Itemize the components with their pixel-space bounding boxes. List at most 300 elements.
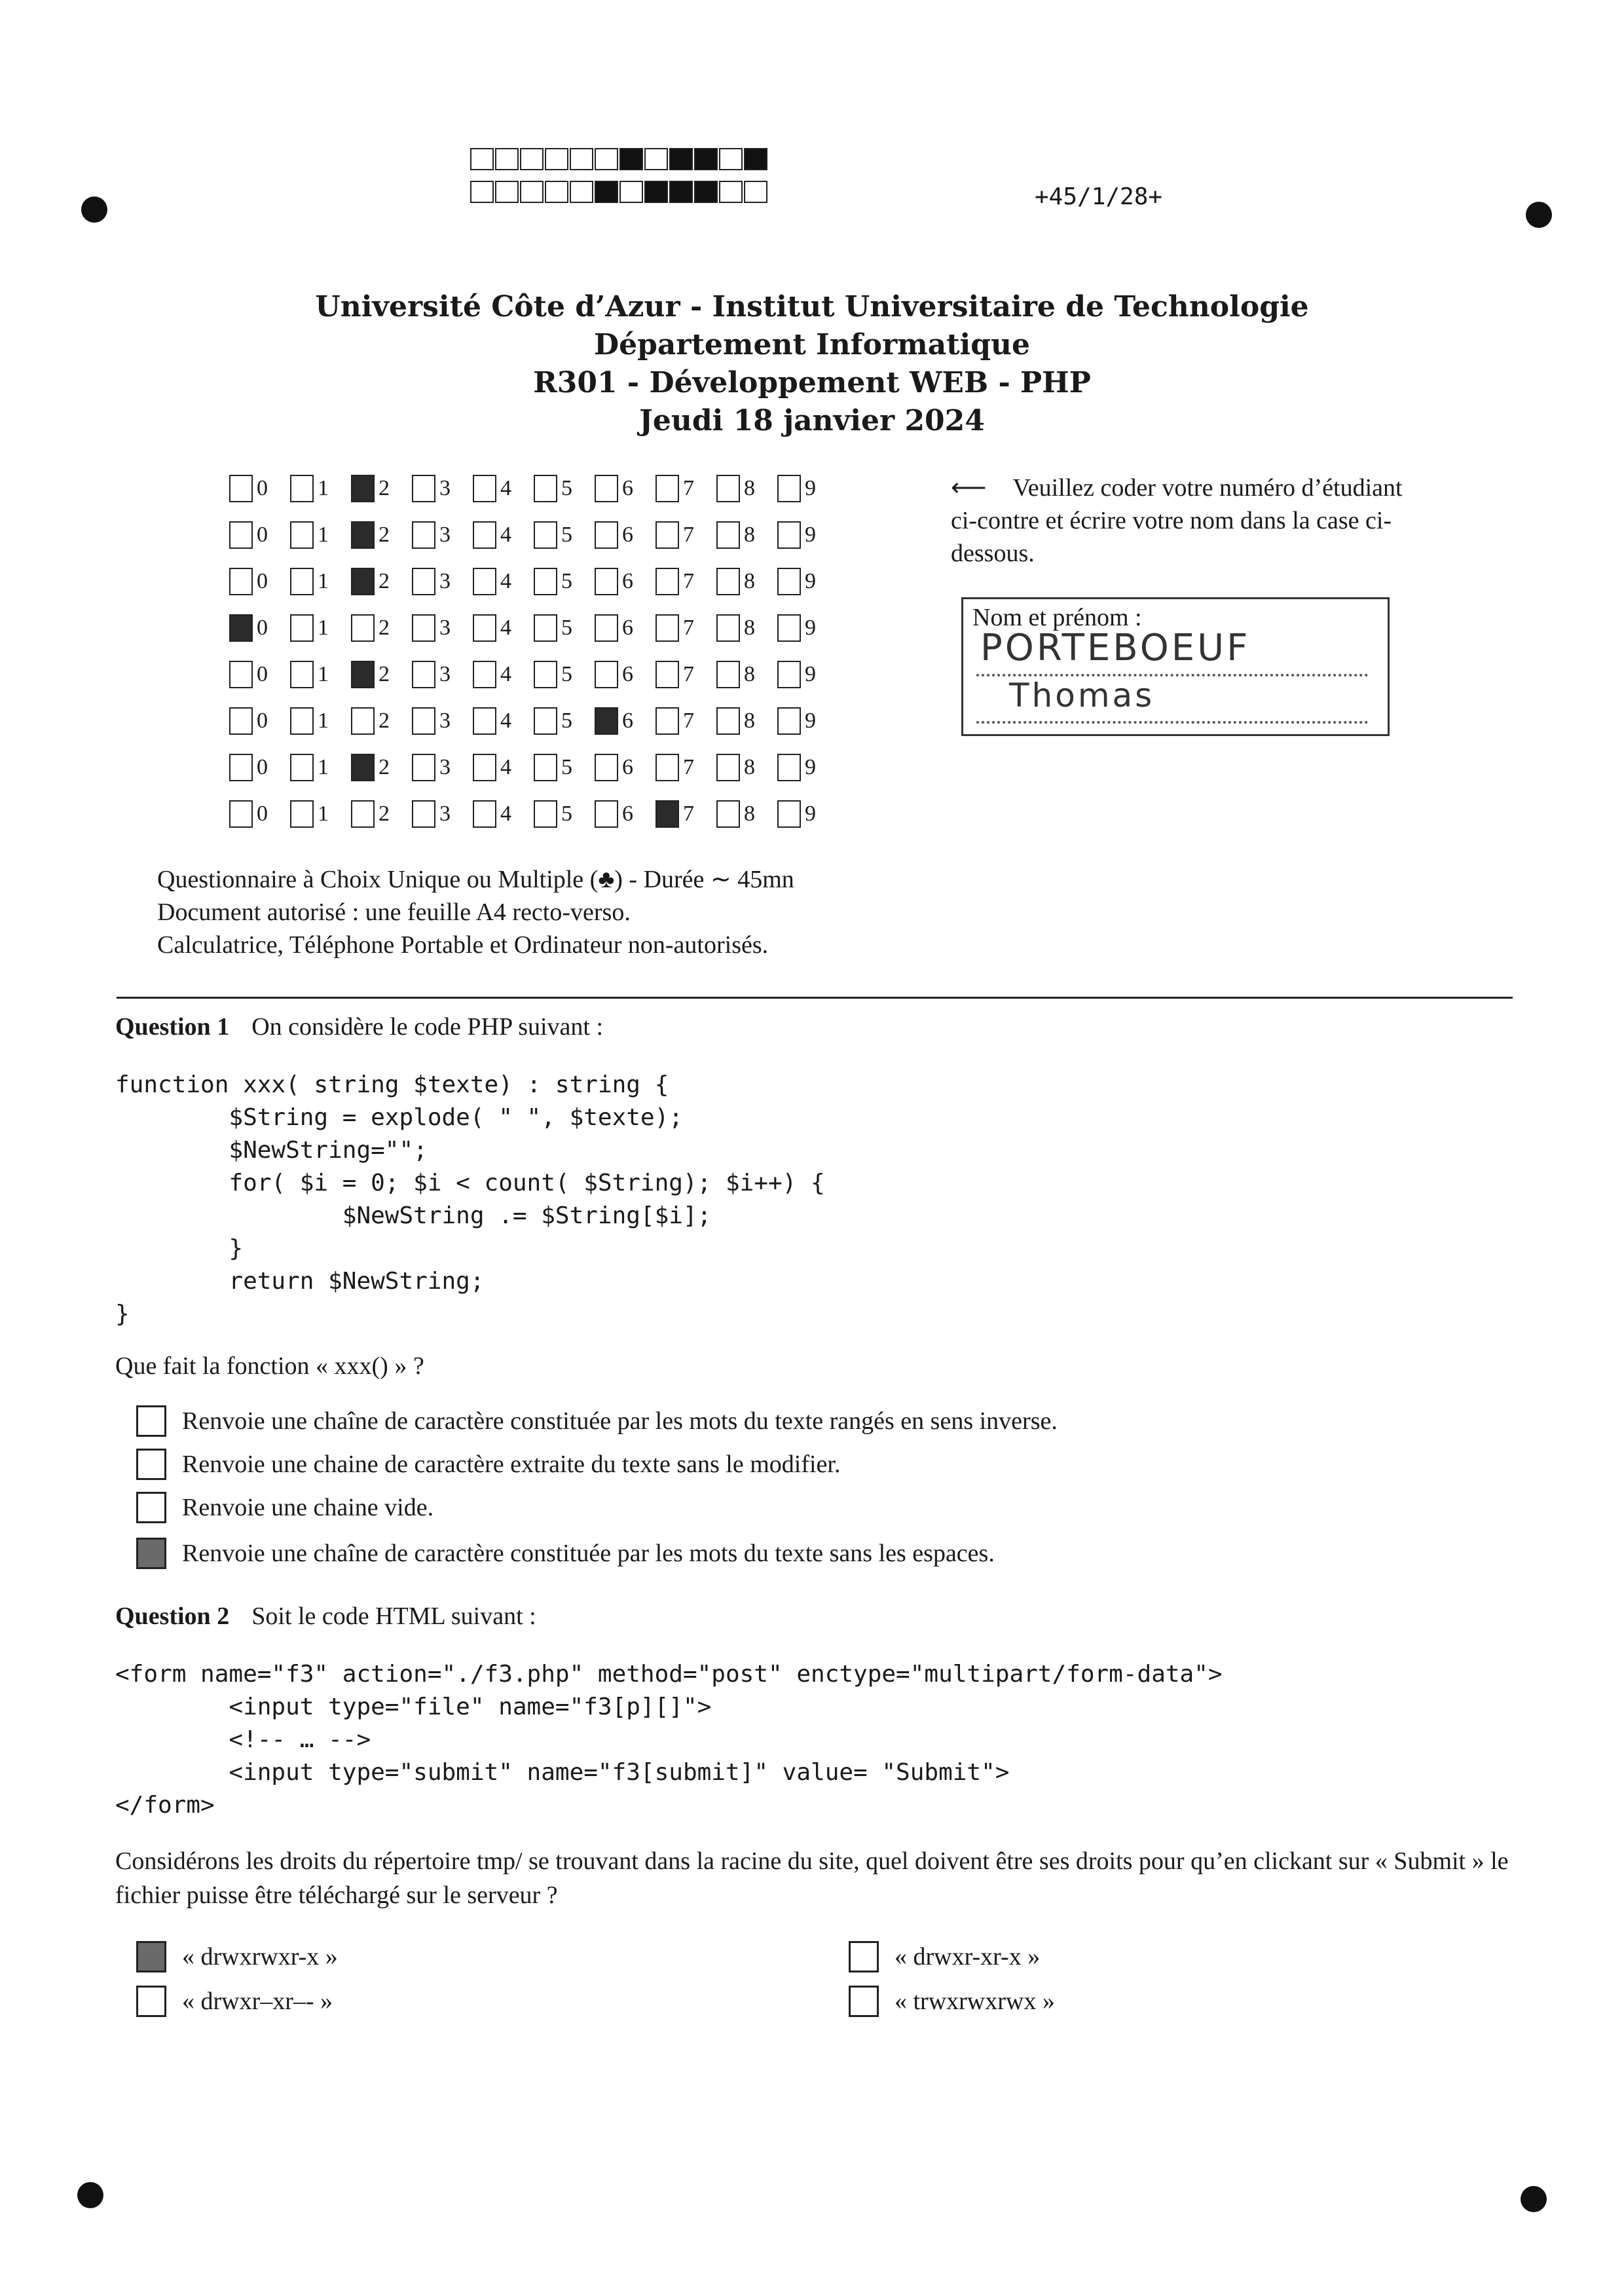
student-id-checkbox[interactable] bbox=[777, 568, 801, 595]
student-id-checkbox[interactable] bbox=[229, 568, 253, 595]
student-id-checkbox[interactable] bbox=[716, 754, 740, 781]
barcode-cell bbox=[744, 148, 767, 170]
student-id-checkbox[interactable] bbox=[595, 475, 618, 502]
student-id-cell[interactable] bbox=[595, 475, 655, 502]
student-id-digit: 4 bbox=[500, 754, 511, 779]
student-id-digit: 1 bbox=[318, 615, 329, 640]
student-id-checkbox[interactable] bbox=[655, 661, 679, 688]
student-id-checkbox[interactable] bbox=[595, 521, 618, 549]
student-id-digit: 6 bbox=[622, 801, 633, 826]
student-id-checkbox[interactable] bbox=[412, 521, 435, 549]
student-id-digit: 4 bbox=[500, 661, 511, 686]
q2-option-1-checkbox[interactable] bbox=[136, 1941, 166, 1972]
q1-option-4[interactable] bbox=[136, 1538, 995, 1569]
student-id-cell[interactable] bbox=[534, 754, 595, 781]
q1-option-3[interactable] bbox=[136, 1492, 434, 1523]
student-id-row bbox=[229, 651, 838, 697]
student-id-checkbox[interactable] bbox=[351, 707, 375, 735]
barcode-cell bbox=[694, 181, 718, 203]
student-id-cell[interactable] bbox=[716, 475, 777, 502]
student-id-digit: 5 bbox=[561, 754, 572, 779]
student-id-cell[interactable] bbox=[655, 521, 716, 549]
q2-option-4-checkbox[interactable] bbox=[849, 1986, 879, 2017]
student-id-digit: 9 bbox=[805, 754, 816, 779]
student-id-cell[interactable] bbox=[777, 707, 838, 735]
registration-mark-bottom-right bbox=[1521, 2186, 1547, 2212]
student-id-cell[interactable] bbox=[777, 661, 838, 688]
q1-option-3-text: Renvoie une chaine vide. bbox=[182, 1494, 434, 1521]
barcode-row-1 bbox=[470, 148, 769, 172]
student-id-digit: 3 bbox=[439, 661, 451, 686]
question-1-intro: On considère le code PHP suivant : bbox=[251, 1013, 604, 1041]
student-id-cell[interactable] bbox=[473, 475, 534, 502]
handwritten-first-name: Thomas bbox=[1009, 676, 1155, 714]
student-id-checkbox[interactable] bbox=[534, 475, 557, 502]
id-instructions-text: Veuillez coder votre numéro d’étudiant ci-contre et écrire votre nom dans la case ci-dessous. bbox=[951, 474, 1403, 567]
exam-header bbox=[0, 288, 1624, 440]
question-1-prompt: Que fait la fonction « xxx() » ? bbox=[115, 1352, 424, 1380]
student-id-cell[interactable] bbox=[290, 521, 351, 549]
question-1-label: Question 1 bbox=[115, 1013, 230, 1041]
student-id-cell[interactable] bbox=[777, 800, 838, 828]
q1-option-2-checkbox[interactable] bbox=[136, 1449, 166, 1480]
barcode-cell bbox=[520, 181, 544, 203]
student-id-checkbox[interactable] bbox=[595, 614, 618, 642]
student-id-checkbox[interactable] bbox=[777, 661, 801, 688]
student-id-digit: 1 bbox=[318, 522, 329, 547]
student-id-cell[interactable] bbox=[229, 661, 290, 688]
student-id-cell[interactable] bbox=[229, 754, 290, 781]
student-id-digit: 2 bbox=[378, 522, 390, 547]
student-id-checkbox[interactable] bbox=[534, 521, 557, 549]
student-id-checkbox[interactable] bbox=[290, 614, 314, 642]
student-id-cell[interactable] bbox=[655, 661, 716, 688]
barcode-cell bbox=[644, 148, 668, 170]
student-id-cell[interactable] bbox=[777, 754, 838, 781]
student-id-digit: 5 bbox=[561, 568, 572, 593]
handwritten-last-name: PORTEBOEUF bbox=[980, 627, 1251, 669]
student-id-cell[interactable] bbox=[473, 800, 534, 828]
name-box-label: Nom et prénom : bbox=[972, 604, 1142, 631]
student-id-checkbox[interactable] bbox=[229, 521, 253, 549]
student-id-cell[interactable] bbox=[473, 754, 534, 781]
student-id-checkbox[interactable] bbox=[716, 661, 740, 688]
header-date: Jeudi 18 janvier 2024 bbox=[639, 404, 985, 437]
student-id-cell[interactable] bbox=[534, 614, 595, 642]
student-id-checkbox[interactable] bbox=[777, 754, 801, 781]
q2-option-3[interactable] bbox=[136, 1986, 333, 2017]
student-id-checkbox[interactable] bbox=[473, 754, 496, 781]
student-id-digit: 5 bbox=[561, 475, 572, 500]
q1-option-1-text: Renvoie une chaîne de caractère constituée par les mots du texte rangés en sens inverse. bbox=[182, 1407, 1058, 1435]
student-id-digit: 9 bbox=[805, 801, 816, 826]
barcode-cell bbox=[495, 148, 519, 170]
student-id-digit: 5 bbox=[561, 522, 572, 547]
student-id-digit: 0 bbox=[257, 568, 268, 593]
student-id-digit: 0 bbox=[257, 754, 268, 779]
student-id-cell[interactable] bbox=[412, 475, 473, 502]
student-id-checkbox[interactable] bbox=[412, 800, 435, 828]
student-id-cell[interactable] bbox=[534, 661, 595, 688]
barcode-cell bbox=[470, 148, 494, 170]
student-id-checkbox[interactable] bbox=[655, 475, 679, 502]
student-id-cell[interactable] bbox=[229, 707, 290, 735]
student-id-digit: 1 bbox=[318, 801, 329, 826]
student-id-cell[interactable] bbox=[716, 521, 777, 549]
student-id-checkbox[interactable] bbox=[229, 661, 253, 688]
student-id-digit: 9 bbox=[805, 661, 816, 686]
student-id-digit: 7 bbox=[683, 661, 694, 686]
student-id-checkbox[interactable] bbox=[655, 754, 679, 781]
student-id-cell[interactable] bbox=[412, 707, 473, 735]
student-id-digit: 3 bbox=[439, 522, 451, 547]
barcode-cell bbox=[719, 181, 743, 203]
barcode-cell bbox=[619, 181, 643, 203]
student-id-digit: 4 bbox=[500, 801, 511, 826]
student-id-checkbox[interactable] bbox=[412, 568, 435, 595]
question-2-intro: Soit le code HTML suivant : bbox=[251, 1602, 536, 1630]
student-id-cell[interactable] bbox=[473, 661, 534, 688]
student-id-cell[interactable] bbox=[290, 707, 351, 735]
student-id-cell[interactable] bbox=[595, 754, 655, 781]
student-id-checkbox[interactable] bbox=[290, 800, 314, 828]
student-id-cell[interactable] bbox=[777, 568, 838, 595]
student-id-digit: 9 bbox=[805, 708, 816, 733]
student-id-checkbox[interactable] bbox=[534, 754, 557, 781]
student-id-cell[interactable] bbox=[595, 707, 655, 735]
student-id-cell[interactable] bbox=[655, 475, 716, 502]
student-id-checkbox[interactable] bbox=[595, 568, 618, 595]
question-1-code: function xxx( string $texte) : string { $String = explode( " ", $texte); $NewString=""; for( $i = 0; $i < count( $String); $i++) { $NewString .= $String[$i]; } return $NewString; } bbox=[115, 1071, 825, 1327]
student-id-cell[interactable] bbox=[351, 754, 412, 781]
student-id-checkbox[interactable] bbox=[412, 475, 435, 502]
student-id-checkbox[interactable] bbox=[655, 707, 679, 735]
student-id-checkbox[interactable] bbox=[351, 800, 375, 828]
student-id-checkbox[interactable] bbox=[534, 568, 557, 595]
student-id-cell[interactable] bbox=[351, 800, 412, 828]
student-id-cell[interactable] bbox=[351, 661, 412, 688]
student-id-cell[interactable] bbox=[534, 475, 595, 502]
student-id-checkbox[interactable] bbox=[412, 754, 435, 781]
barcode-cell bbox=[470, 181, 494, 203]
student-id-checkbox[interactable] bbox=[534, 800, 557, 828]
barcode-cell bbox=[669, 181, 693, 203]
student-id-cell[interactable] bbox=[595, 521, 655, 549]
student-id-row bbox=[229, 744, 838, 790]
student-id-digit: 3 bbox=[439, 615, 451, 640]
student-id-checkbox[interactable] bbox=[595, 754, 618, 781]
q1-option-2[interactable] bbox=[136, 1449, 840, 1480]
student-id-cell[interactable] bbox=[412, 568, 473, 595]
student-id-row bbox=[229, 558, 838, 604]
barcode-cell bbox=[595, 148, 618, 170]
student-id-checkbox[interactable] bbox=[351, 661, 375, 688]
q2-option-3-text: « drwxr–xr–- » bbox=[182, 1988, 333, 2015]
student-id-digit: 7 bbox=[683, 708, 694, 733]
student-id-cell[interactable] bbox=[351, 568, 412, 595]
student-id-checkbox[interactable] bbox=[473, 521, 496, 549]
student-id-cell[interactable] bbox=[534, 707, 595, 735]
student-id-cell[interactable] bbox=[229, 614, 290, 642]
student-id-cell[interactable] bbox=[473, 614, 534, 642]
student-id-checkbox[interactable] bbox=[351, 754, 375, 781]
student-id-digit: 0 bbox=[257, 801, 268, 826]
student-id-cell[interactable] bbox=[777, 521, 838, 549]
student-id-digit: 5 bbox=[561, 801, 572, 826]
student-id-checkbox[interactable] bbox=[473, 707, 496, 735]
student-id-checkbox[interactable] bbox=[473, 661, 496, 688]
student-id-digit: 1 bbox=[318, 708, 329, 733]
student-id-checkbox[interactable] bbox=[777, 475, 801, 502]
student-id-digit: 4 bbox=[500, 475, 511, 500]
student-id-digit: 7 bbox=[683, 475, 694, 500]
student-id-checkbox[interactable] bbox=[229, 475, 253, 502]
student-id-digit: 3 bbox=[439, 801, 451, 826]
student-id-digit: 6 bbox=[622, 754, 633, 779]
student-id-cell[interactable] bbox=[412, 800, 473, 828]
student-id-checkbox[interactable] bbox=[290, 568, 314, 595]
student-id-checkbox[interactable] bbox=[229, 707, 253, 735]
student-id-digit: 2 bbox=[378, 801, 390, 826]
student-id-checkbox[interactable] bbox=[716, 521, 740, 549]
q2-option-1[interactable] bbox=[136, 1941, 338, 1972]
student-id-cell[interactable] bbox=[351, 521, 412, 549]
barcode-cell bbox=[669, 148, 693, 170]
student-id-cell[interactable] bbox=[655, 707, 716, 735]
header-course: R301 - Développement WEB - PHP bbox=[533, 366, 1091, 399]
student-id-digit: 4 bbox=[500, 615, 511, 640]
student-id-checkbox[interactable] bbox=[716, 475, 740, 502]
student-id-cell[interactable] bbox=[229, 800, 290, 828]
student-id-digit: 8 bbox=[744, 475, 755, 500]
header-department: Département Informatique bbox=[594, 328, 1030, 361]
question-2-prompt: Considérons les droits du répertoire tmp/ se trouvant dans la racine du site, quel doivent être ses droits pour qu’en clickant sur « Submit » le fichier puisse être téléchargé sur le serveur ? bbox=[115, 1847, 1509, 1909]
barcode-cell bbox=[495, 181, 519, 203]
student-id-cell[interactable] bbox=[777, 475, 838, 502]
q2-option-4-text: « trwxrwxrwx » bbox=[895, 1988, 1055, 2015]
separator-rule bbox=[117, 997, 1513, 999]
page-id: +45/1/28+ bbox=[1035, 183, 1163, 210]
student-id-checkbox[interactable] bbox=[290, 475, 314, 502]
question-2-label: Question 2 bbox=[115, 1602, 230, 1630]
student-id-checkbox[interactable] bbox=[716, 614, 740, 642]
barcode-cell bbox=[570, 181, 593, 203]
student-id-cell[interactable] bbox=[595, 661, 655, 688]
student-id-cell[interactable] bbox=[229, 521, 290, 549]
student-id-checkbox[interactable] bbox=[716, 707, 740, 735]
question-2-heading bbox=[115, 1602, 536, 1631]
student-id-checkbox[interactable] bbox=[777, 707, 801, 735]
student-id-digit: 4 bbox=[500, 568, 511, 593]
student-id-cell[interactable] bbox=[655, 614, 716, 642]
student-id-checkbox[interactable] bbox=[655, 800, 679, 828]
student-id-digit: 0 bbox=[257, 708, 268, 733]
student-id-checkbox[interactable] bbox=[777, 800, 801, 828]
name-line-2 bbox=[976, 721, 1368, 724]
barcode-cell bbox=[595, 181, 618, 203]
student-id-cell[interactable] bbox=[412, 614, 473, 642]
student-id-checkbox[interactable] bbox=[716, 568, 740, 595]
q2-option-4[interactable] bbox=[849, 1986, 1055, 2017]
student-id-cell[interactable] bbox=[595, 614, 655, 642]
student-id-checkbox[interactable] bbox=[473, 614, 496, 642]
student-id-digit: 9 bbox=[805, 522, 816, 547]
student-id-checkbox[interactable] bbox=[777, 614, 801, 642]
student-id-cell[interactable] bbox=[473, 568, 534, 595]
student-id-digit: 8 bbox=[744, 522, 755, 547]
student-id-digit: 9 bbox=[805, 475, 816, 500]
student-id-checkbox[interactable] bbox=[412, 707, 435, 735]
student-id-cell[interactable] bbox=[351, 614, 412, 642]
student-id-digit: 5 bbox=[561, 708, 572, 733]
student-id-cell[interactable] bbox=[290, 661, 351, 688]
student-id-cell[interactable] bbox=[412, 661, 473, 688]
student-id-cell[interactable] bbox=[412, 754, 473, 781]
student-id-cell[interactable] bbox=[534, 568, 595, 595]
student-id-checkbox[interactable] bbox=[595, 800, 618, 828]
student-id-cell[interactable] bbox=[716, 707, 777, 735]
student-id-checkbox[interactable] bbox=[595, 661, 618, 688]
question-1-heading bbox=[115, 1012, 603, 1041]
student-id-digit: 3 bbox=[439, 568, 451, 593]
student-id-cell[interactable] bbox=[534, 800, 595, 828]
student-id-checkbox[interactable] bbox=[229, 614, 253, 642]
student-id-cell[interactable] bbox=[412, 521, 473, 549]
student-id-cell[interactable] bbox=[655, 568, 716, 595]
student-id-cell[interactable] bbox=[595, 568, 655, 595]
student-id-cell[interactable] bbox=[595, 800, 655, 828]
name-box[interactable] bbox=[961, 597, 1390, 736]
student-id-cell[interactable] bbox=[655, 754, 716, 781]
student-id-checkbox[interactable] bbox=[655, 614, 679, 642]
student-id-checkbox[interactable] bbox=[351, 614, 375, 642]
student-id-digit: 1 bbox=[318, 754, 329, 779]
student-id-checkbox[interactable] bbox=[534, 661, 557, 688]
student-id-cell[interactable] bbox=[716, 754, 777, 781]
student-id-digit: 0 bbox=[257, 475, 268, 500]
student-id-cell[interactable] bbox=[777, 614, 838, 642]
q1-option-1[interactable] bbox=[136, 1405, 1058, 1437]
student-id-checkbox[interactable] bbox=[655, 568, 679, 595]
student-id-digit: 7 bbox=[683, 615, 694, 640]
student-id-cell[interactable] bbox=[655, 800, 716, 828]
student-id-checkbox[interactable] bbox=[716, 800, 740, 828]
student-id-checkbox[interactable] bbox=[351, 568, 375, 595]
q1-option-3-checkbox[interactable] bbox=[136, 1492, 166, 1523]
student-id-cell[interactable] bbox=[716, 661, 777, 688]
student-id-checkbox[interactable] bbox=[290, 754, 314, 781]
student-id-cell[interactable] bbox=[290, 614, 351, 642]
student-id-cell[interactable] bbox=[290, 475, 351, 502]
student-id-cell[interactable] bbox=[290, 800, 351, 828]
barcode-cell bbox=[545, 181, 568, 203]
student-id-digit: 7 bbox=[683, 568, 694, 593]
student-id-row bbox=[229, 697, 838, 744]
barcode-row-2 bbox=[470, 181, 769, 204]
student-id-cell[interactable] bbox=[534, 521, 595, 549]
student-id-digit: 9 bbox=[805, 568, 816, 593]
student-id-digit: 8 bbox=[744, 754, 755, 779]
q2-option-2-text: « drwxr-xr-x » bbox=[895, 1943, 1041, 1971]
student-id-cell[interactable] bbox=[290, 754, 351, 781]
student-id-cell[interactable] bbox=[229, 475, 290, 502]
student-id-checkbox[interactable] bbox=[290, 661, 314, 688]
student-id-cell[interactable] bbox=[229, 568, 290, 595]
student-id-checkbox[interactable] bbox=[290, 707, 314, 735]
student-id-digit: 5 bbox=[561, 661, 572, 686]
student-id-checkbox[interactable] bbox=[777, 521, 801, 549]
student-id-digit: 7 bbox=[683, 522, 694, 547]
student-id-checkbox[interactable] bbox=[473, 800, 496, 828]
student-id-digit: 4 bbox=[500, 522, 511, 547]
student-id-checkbox[interactable] bbox=[412, 614, 435, 642]
student-id-digit: 4 bbox=[500, 708, 511, 733]
barcode-cell bbox=[570, 148, 593, 170]
student-id-cell[interactable] bbox=[473, 521, 534, 549]
id-instructions bbox=[951, 472, 1403, 570]
q1-option-4-checkbox[interactable] bbox=[136, 1538, 166, 1569]
student-id-digit: 3 bbox=[439, 475, 451, 500]
student-id-digit: 6 bbox=[622, 522, 633, 547]
exam-info-line-2: Document autorisé : une feuille A4 recto-verso. bbox=[157, 898, 631, 926]
student-id-cell[interactable] bbox=[473, 707, 534, 735]
student-id-digit: 8 bbox=[744, 568, 755, 593]
student-id-checkbox[interactable] bbox=[351, 521, 375, 549]
student-id-checkbox[interactable] bbox=[290, 521, 314, 549]
student-id-row bbox=[229, 465, 838, 511]
student-id-digit: 2 bbox=[378, 754, 390, 779]
student-id-checkbox[interactable] bbox=[229, 800, 253, 828]
student-id-digit: 6 bbox=[622, 568, 633, 593]
student-id-checkbox[interactable] bbox=[473, 568, 496, 595]
barcode-cell bbox=[520, 148, 544, 170]
student-id-digit: 6 bbox=[622, 475, 633, 500]
student-id-digit: 6 bbox=[622, 661, 633, 686]
student-id-checkbox[interactable] bbox=[655, 521, 679, 549]
q2-option-2[interactable] bbox=[849, 1941, 1040, 1972]
student-id-digit: 3 bbox=[439, 754, 451, 779]
student-id-cell[interactable] bbox=[290, 568, 351, 595]
barcode-cell bbox=[545, 148, 568, 170]
q1-option-2-text: Renvoie une chaine de caractère extraite du texte sans le modifier. bbox=[182, 1451, 841, 1478]
q2-option-2-checkbox[interactable] bbox=[849, 1941, 879, 1972]
student-id-checkbox[interactable] bbox=[534, 707, 557, 735]
student-id-checkbox[interactable] bbox=[595, 707, 618, 735]
barcode-cell bbox=[694, 148, 718, 170]
student-id-cell[interactable] bbox=[351, 475, 412, 502]
q2-option-3-checkbox[interactable] bbox=[136, 1986, 166, 2017]
student-id-digit: 7 bbox=[683, 801, 694, 826]
student-id-checkbox[interactable] bbox=[473, 475, 496, 502]
exam-info-line-3: Calculatrice, Téléphone Portable et Ordinateur non-autorisés. bbox=[157, 931, 769, 959]
student-id-cell[interactable] bbox=[716, 568, 777, 595]
student-id-cell[interactable] bbox=[351, 707, 412, 735]
student-id-cell[interactable] bbox=[716, 614, 777, 642]
q1-option-1-checkbox[interactable] bbox=[136, 1405, 166, 1437]
student-id-checkbox[interactable] bbox=[412, 661, 435, 688]
student-id-grid bbox=[229, 465, 838, 837]
exam-info bbox=[157, 863, 794, 961]
student-id-cell[interactable] bbox=[716, 800, 777, 828]
student-id-checkbox[interactable] bbox=[351, 475, 375, 502]
student-id-digit: 3 bbox=[439, 708, 451, 733]
student-id-checkbox[interactable] bbox=[534, 614, 557, 642]
student-id-digit: 2 bbox=[378, 475, 390, 500]
student-id-checkbox[interactable] bbox=[229, 754, 253, 781]
student-id-digit: 0 bbox=[257, 522, 268, 547]
student-id-digit: 2 bbox=[378, 615, 390, 640]
student-id-digit: 8 bbox=[744, 801, 755, 826]
